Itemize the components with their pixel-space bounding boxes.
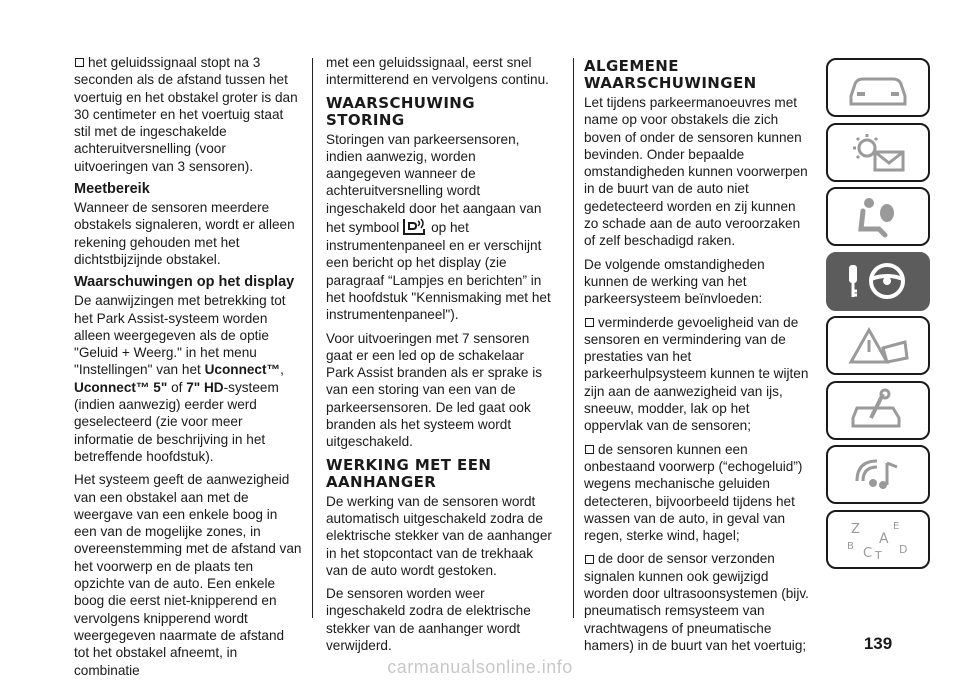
uconnect-5-label: Uconnect™ 5" xyxy=(74,379,168,395)
heading-storing: WAARSCHUWING STORING xyxy=(326,93,475,129)
heading-aanhanger: WERKING MET EEN AANHANGER xyxy=(326,455,492,491)
parking-sensor-fault-icon xyxy=(401,217,427,237)
paragraph: De sensoren worden weer ingeschakeld zodra de elektrische stekker van de aanhanger wordt verwijderd. xyxy=(326,586,531,654)
tab-emergency[interactable] xyxy=(826,316,930,375)
heading-meetbereik: Meetbereik xyxy=(74,181,150,198)
uconnect-label: Uconnect™ xyxy=(204,362,281,378)
paragraph-symbol: Storingen van parkeersensoren, indien aanwezig, worden aangegeven wanneer de achteruitversnelling wordt ingeschakeld door het aangaan van het symbool op het instrumentenpaneel en er verschijnt een bericht op het display (zie paragraaf “Lampjes en berichten” in het hoofdstuk "Kennismaking met het instrumentenpaneel"). xyxy=(326,131,551,323)
paragraph: Voor uitvoeringen met 7 sensoren gaat er een led op de schakelaar Park Assist branden als er sprake is van een storing van een van de parkeersensoren. De led gaat ook branden als het systeem wordt uitgeschakeld. xyxy=(326,330,543,450)
tab-index[interactable] xyxy=(826,510,930,569)
index-letter: D xyxy=(899,543,908,556)
watermark: carmanualsonline.info xyxy=(387,657,573,677)
bullet-paragraph: het geluidssignaal stopt na 3 seconden als de afstand tussen het voertuig en het obstakel groter is dan 30 centimeter en het voertuig staat stil met de ingeschakelde achteruitversnelling (voor uitvoeringen van 3 sensoren). xyxy=(74,54,302,175)
column-divider xyxy=(573,58,574,618)
chapter-tabs xyxy=(826,58,930,574)
paragraph: Let tijdens parkeermanoeuvres met name op voor obstakels die zich boven of onder de sensoren kunnen bevinden. Onder bepaalde omstandigheden kunnen voorwerpen in de buurt van de auto niet gedetecteerd worden en zij kunnen zo schade aan de auto veroorzaken of zelf beschadigd raken. xyxy=(584,95,808,249)
index-letter: E xyxy=(893,521,900,532)
index-letter: Z xyxy=(851,522,860,537)
tab-safety[interactable] xyxy=(826,187,930,246)
tab-starting-driving[interactable] xyxy=(826,252,930,311)
tab-maintenance[interactable] xyxy=(826,381,930,440)
light-envelope-icon xyxy=(843,130,913,174)
bullet-item: de sensoren kunnen een onbestaand voorwerp (“echogeluid”) wegens mechanische geluiden detecteren, bijvoorbeeld tijdens het wassen van de auto, in geval van regen, sterke wind, hagel; xyxy=(584,441,812,545)
column-1 xyxy=(74,54,302,685)
car-icon xyxy=(843,66,913,110)
column-divider xyxy=(312,58,313,618)
index-letter: A xyxy=(879,531,889,547)
tab-multimedia[interactable] xyxy=(826,445,930,504)
key-steering-wheel-icon xyxy=(843,259,913,303)
tab-lights-messages[interactable] xyxy=(826,123,930,182)
tab-car[interactable] xyxy=(826,58,930,117)
index-letter: C xyxy=(863,546,873,561)
paragraph-uconnect: De aanwijzingen met betrekking tot het Park Assist-systeem worden alleen weergegeven als de optie "Geluid + Weerg." in het menu "Instellingen" van het Uconnect™, Uconnect™ 5" of 7" HD-systeem (indien aanwezig) eerder werd geselecteerd (zie voor meer informatie de beschrijving in het betreffende hoofdstuk). xyxy=(74,293,286,464)
index-letters-icon xyxy=(843,517,913,561)
hd-label: 7" HD xyxy=(186,379,224,395)
paragraph: Het systeem geeft de aanwezigheid van een obstakel aan met de weergave van een enkele boog in een van de mogelijke zones, in overeenstemming met de afstand van het voorwerp en de plaats ten opzichte van de auto. Een enkele boog die eerst niet-knipperend en vervolgens knipperend wordt weergegeven naarmate de afstand tot het obstakel afneemt, in combinatie xyxy=(74,472,302,678)
heading-display-warnings: Waarschuwingen op het display xyxy=(74,274,295,291)
paragraph: Wanneer de sensoren meerdere obstakels signaleren, wordt er alleen rekening gehouden met het dichtstbijzijnde obstakel. xyxy=(74,200,295,267)
music-nav-icon xyxy=(843,453,913,497)
warning-triangle-car-icon xyxy=(843,324,913,368)
bullet-item: de door de sensor verzonden signalen kunnen ook gewijzigd worden door ultrasoonsystemen (bijv. pneumatisch remsysteem van vrachtwagens of pneumatische hamers) in de buurt van het voertuig; xyxy=(584,550,812,654)
page-number: 139 xyxy=(863,634,893,653)
paragraph: De volgende omstandigheden kunnen de werking van het parkeersysteem beïnvloeden: xyxy=(584,256,765,307)
paragraph: met een geluidssignaal, eerst snel intermitterend en vervolgens continu. xyxy=(326,55,549,88)
column-3 xyxy=(584,54,812,660)
index-letter: T xyxy=(875,549,882,561)
paragraph: De werking van de sensoren wordt automatisch uitgeschakeld zodra de elektrische stekker van de aanhanger in het stopcontact van de trekhaak van de auto wordt gestoken. xyxy=(326,493,552,578)
seat-airbag-icon xyxy=(843,195,913,239)
column-2 xyxy=(326,54,554,660)
wrench-car-icon xyxy=(843,388,913,432)
bullet-item: verminderde gevoeligheid van de sensoren en vermindering van de prestaties van het parkeerhulpsysteem kunnen te wijten zijn aan de aanwezigheid van ijs, sneeuw, modder, lak op het oppervlak van de sensoren; xyxy=(584,314,812,435)
heading-algemene: ALGEMENE WAARSCHUWINGEN xyxy=(584,57,757,92)
index-letter: B xyxy=(847,541,854,552)
